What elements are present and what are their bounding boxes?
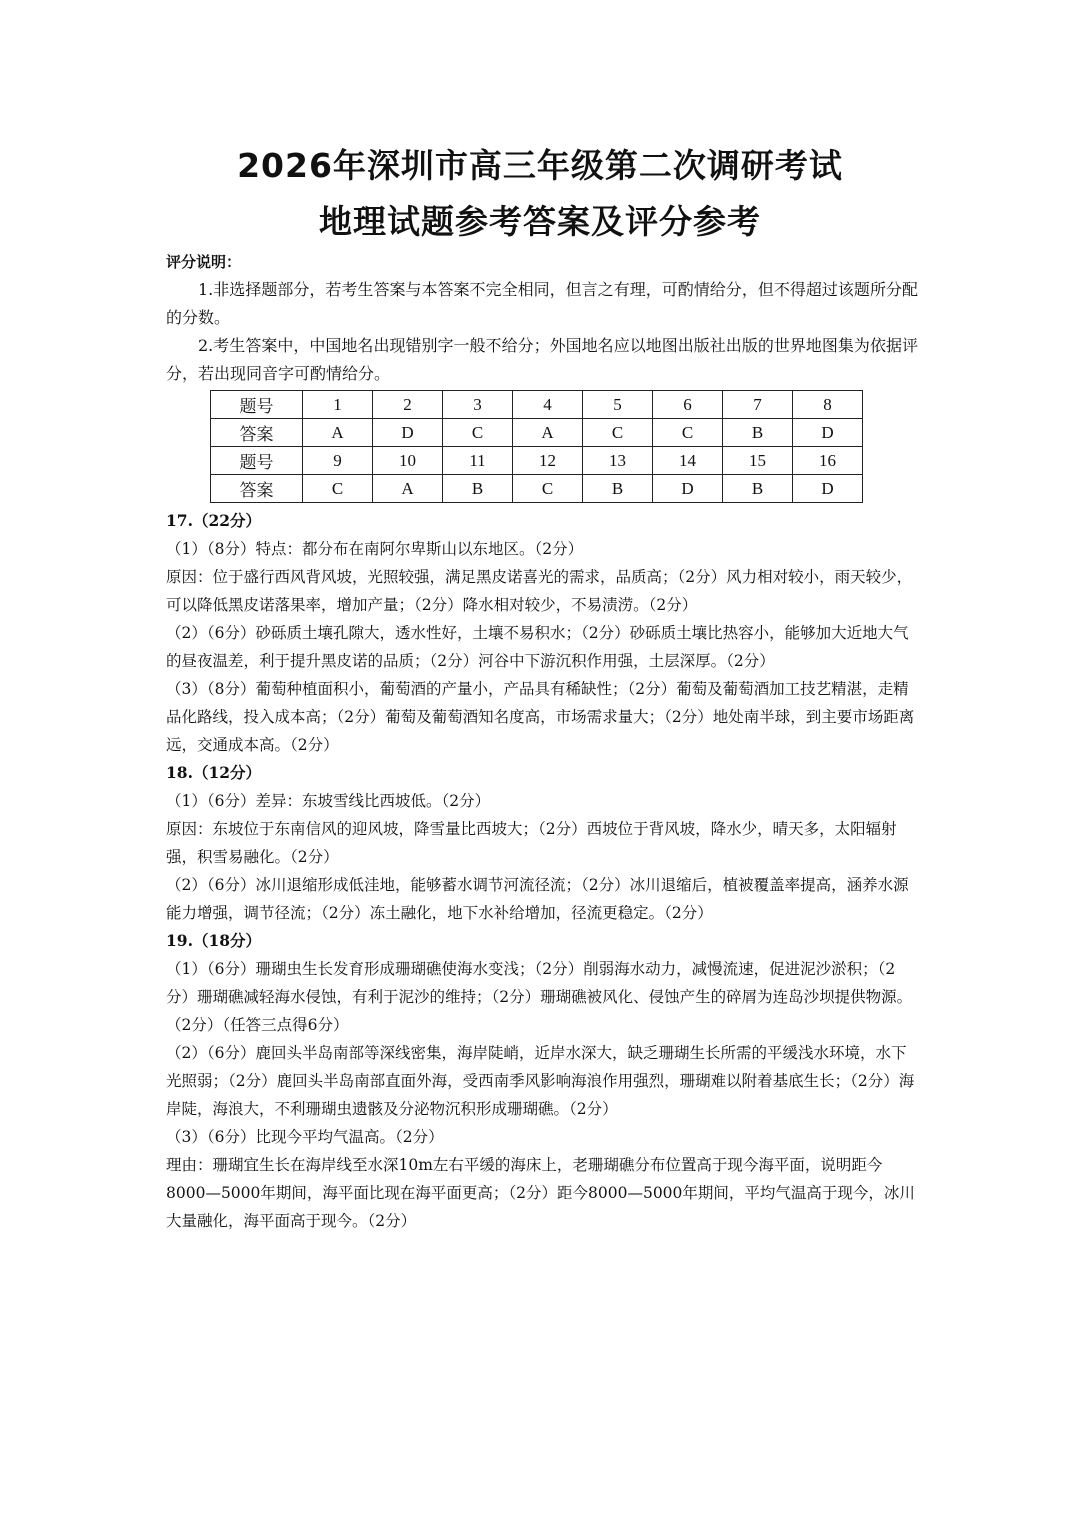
question-19-reason: 理由：珊瑚宜生长在海岸线至水深10m左右平缓的海床上，老珊瑚礁分布位置高于现今海平面，说明距今8000—5000年期间，海平面比现在海平面更高；（2分）距今8000—5000年期间，平均气温高于现今，冰川大量融化，海平面高于现今。（2分）: [166, 1156, 915, 1230]
scoring-notes-heading: 评分说明：: [166, 253, 242, 271]
table-cell: 7: [723, 391, 793, 419]
answer-table: [210, 390, 863, 503]
page-title: 2026年深圳市高三年级第二次调研考试: [237, 146, 843, 185]
table-cell: C: [513, 475, 583, 503]
table-cell: 10: [373, 447, 443, 475]
table-cell: 答案: [211, 419, 303, 447]
question-19-part-2: （2）（6分）鹿回头半岛南部等深线密集，海岸陡峭，近岸水深大，缺乏珊瑚生长所需的平缓浅水环境，水下光照弱；（2分）鹿回头半岛南部直面外海，受西南季风影响海浪作用强烈，珊瑚难以附着基底生长；（2分）海岸陡，海浪大，不利珊瑚虫遗骸及分泌物沉积形成珊瑚礁。（2分）: [166, 1044, 915, 1118]
table-row: [211, 419, 863, 447]
table-cell: D: [793, 475, 863, 503]
table-cell: A: [373, 475, 443, 503]
table-cell: A: [303, 419, 373, 447]
table-cell: C: [583, 419, 653, 447]
table-cell: 题号: [211, 391, 303, 419]
table-cell: 13: [583, 447, 653, 475]
question-19-part-3: （3）（6分）比现今平均气温高。（2分）: [166, 1128, 444, 1146]
table-cell: 12: [513, 447, 583, 475]
content: [166, 248, 918, 1235]
question-17-part-2: （2）（6分）砂砾质土壤孔隙大，透水性好，土壤不易积水；（2分）砂砾质土壤比热容小，能够加大近地大气的昼夜温差，利于提升黑皮诺的品质；（2分）河谷中下游沉积作用强，土层深厚。（2分）: [166, 624, 909, 670]
question-17-part-1: （1）（8分）特点：都分布在南阿尔卑斯山以东地区。（2分）: [166, 540, 584, 558]
table-row: [211, 447, 863, 475]
question-19-part-1: （1）（6分）珊瑚虫生长发育形成珊瑚礁使海水变浅；（2分）削弱海水动力，减慢流速，促进泥沙淤积；（2分）珊瑚礁减轻海水侵蚀，有利于泥沙的维持；（2分）珊瑚礁被风化、侵蚀产生的碎屑为连岛沙坝提供物源。（2分）（任答三点得6分）: [166, 960, 913, 1034]
table-cell: 15: [723, 447, 793, 475]
table-cell: 4: [513, 391, 583, 419]
table-cell: 题号: [211, 447, 303, 475]
table-cell: D: [793, 419, 863, 447]
table-cell: 5: [583, 391, 653, 419]
table-cell: D: [653, 475, 723, 503]
question-17-part-3: （3）（8分）葡萄种植面积小，葡萄酒的产量小，产品具有稀缺性；（2分）葡萄及葡萄酒加工技艺精湛，走精品化路线，投入成本高；（2分）葡萄及葡萄酒知名度高，市场需求量大；（2分）地处南半球，到主要市场距离远，交通成本高。（2分）: [166, 680, 915, 754]
table-cell: D: [373, 419, 443, 447]
question-19-heading: 19.（18分）: [166, 931, 262, 950]
table-cell: 14: [653, 447, 723, 475]
table-cell: C: [443, 419, 513, 447]
table-cell: B: [723, 419, 793, 447]
table-cell: 8: [793, 391, 863, 419]
table-cell: 16: [793, 447, 863, 475]
table-cell: C: [303, 475, 373, 503]
table-cell: 11: [443, 447, 513, 475]
table-cell: B: [443, 475, 513, 503]
table-cell: 6: [653, 391, 723, 419]
table-cell: 9: [303, 447, 373, 475]
question-18-heading: 18.（12分）: [166, 763, 262, 782]
question-18-part-2: （2）（6分）冰川退缩形成低洼地，能够蓄水调节河流径流；（2分）冰川退缩后，植被覆盖率提高，涵养水源能力增强，调节径流；（2分）冻土融化，地下水补给增加，径流更稳定。（2分）: [166, 876, 909, 922]
question-18-reason: 原因：东坡位于东南信风的迎风坡，降雪量比西坡大；（2分）西坡位于背风坡，降水少，晴天多，太阳辐射强，积雪易融化。（2分）: [166, 820, 897, 866]
table-cell: 3: [443, 391, 513, 419]
table-cell: 1: [303, 391, 373, 419]
question-17-heading: 17.（22分）: [166, 511, 262, 530]
table-row: [211, 475, 863, 503]
table-cell: B: [723, 475, 793, 503]
page-subtitle: 地理试题参考答案及评分参考: [319, 202, 761, 241]
table-cell: C: [653, 419, 723, 447]
question-18-part-1: （1）（6分）差异：东坡雪线比西坡低。（2分）: [166, 792, 491, 810]
table-row: [211, 391, 863, 419]
table-cell: 答案: [211, 475, 303, 503]
table-cell: 2: [373, 391, 443, 419]
table-cell: A: [513, 419, 583, 447]
scoring-note-2: 2.考生答案中，中国地名出现错别字一般不给分；外国地名应以地图出版社出版的世界地图集为依据评分，若出现同音字可酌情给分。: [166, 336, 918, 383]
scoring-note-1: 1.非选择题部分，若考生答案与本答案不完全相同，但言之有理，可酌情给分，但不得超过该题所分配的分数。: [166, 280, 918, 327]
table-cell: B: [583, 475, 653, 503]
question-17-reason: 原因：位于盛行西风背风坡，光照较强，满足黑皮诺喜光的需求，品质高；（2分）风力相对较小，雨天较少，可以降低黑皮诺落果率，增加产量；（2分）降水相对较少，不易渍涝。（2分）: [166, 568, 913, 614]
